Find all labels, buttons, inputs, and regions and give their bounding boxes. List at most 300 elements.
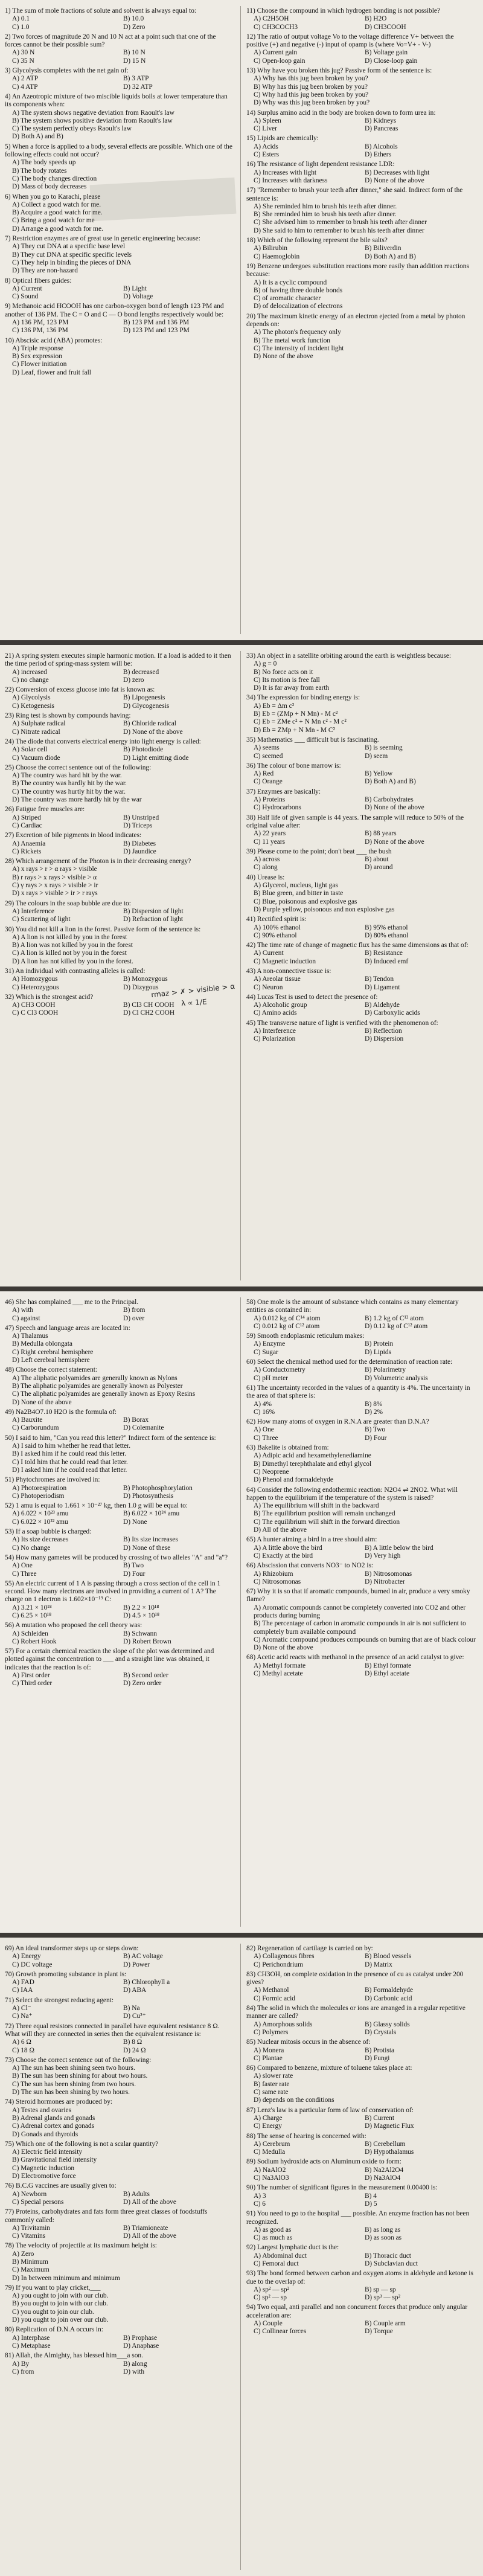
answer-option: C) Nitrosomonas bbox=[254, 1578, 301, 1585]
answer-option: C) Formic acid bbox=[254, 1994, 295, 2002]
question-item bbox=[246, 33, 476, 65]
answer-option: A) She reminded him to brush his teeth after dinner. bbox=[254, 202, 397, 210]
column-right bbox=[246, 7, 476, 362]
answer-option: A) Acids bbox=[254, 143, 278, 150]
question-item bbox=[246, 2038, 476, 2063]
question-item bbox=[246, 736, 476, 760]
answer-option: C) against bbox=[12, 1314, 40, 1322]
question-item bbox=[246, 2244, 476, 2268]
answer-option: A) Interference bbox=[12, 907, 54, 915]
answer-options bbox=[246, 949, 476, 966]
answer-option: A) Aromatic compounds cannot be completely converted into CO2 and other products during burning bbox=[254, 1604, 466, 1619]
answer-options bbox=[5, 2148, 234, 2180]
question-item bbox=[5, 1971, 234, 1995]
question-text: 13) Why have you broken this jug? Passive form of the sentence is: bbox=[246, 67, 432, 75]
question-text: 45) The transverse nature of light is verified with the phenomenon of: bbox=[246, 1019, 438, 1027]
question-text: 89) Sodium hydroxide acts on Aluminum oxide to form: bbox=[246, 2158, 401, 2166]
answer-option: B) Reflection bbox=[365, 1027, 402, 1035]
question-item bbox=[246, 135, 476, 159]
answer-option: B) They cut DNA at specific specific levels bbox=[12, 251, 132, 259]
answer-option: C) Why had this jug been broken by you? bbox=[254, 91, 369, 98]
question-item bbox=[5, 1366, 234, 1406]
question-item bbox=[246, 2005, 476, 2037]
answer-option: D) Na3AlO4 bbox=[365, 2174, 401, 2182]
question-text: 87) Lenz's law is a particular form of law of conservation of: bbox=[246, 2106, 414, 2114]
answer-option: D) seem bbox=[365, 752, 388, 760]
question-text: 84) The solid in which the molecules or ions are arranged in a regular repetitive manner are called? bbox=[246, 2005, 465, 2020]
question-text: 57) For a certain chemical reaction the slope of the plot was determined and plotted against the concentration to ___ and a straight line was obtained, it indicates that the reaction is of: bbox=[5, 1648, 214, 1671]
answer-options bbox=[5, 15, 234, 31]
answer-option: A) 22 years bbox=[254, 830, 286, 838]
answer-option: C) Three bbox=[254, 1434, 278, 1442]
question-text: 11) Choose the compound in which hydrogen bonding is not possible? bbox=[246, 7, 441, 14]
question-item bbox=[246, 788, 476, 812]
answer-option: D) The sun has been shining by two hours. bbox=[12, 2089, 130, 2096]
answer-option: C) The sun has been shining from two hours. bbox=[12, 2080, 136, 2088]
question-text: 19) Benzene undergoes substitution reactions more easily than addition reactions because: bbox=[246, 262, 469, 278]
question-item bbox=[246, 694, 476, 734]
answer-option: A) 2 ATP bbox=[12, 75, 39, 83]
answer-option: B) Na2Al2O4 bbox=[365, 2166, 404, 2174]
question-item bbox=[246, 187, 476, 235]
answer-option: C) The equilibrium will shift in the forward direction bbox=[254, 1518, 400, 1526]
answer-option: C) Third order bbox=[12, 1680, 53, 1688]
answer-options bbox=[246, 770, 476, 786]
answer-options bbox=[246, 279, 476, 311]
question-item bbox=[5, 1408, 234, 1433]
question-item bbox=[246, 67, 476, 107]
question-text: 25) Choose the correct sentence out of the following: bbox=[5, 763, 152, 771]
answer-option: D) Subclavian duct bbox=[365, 2260, 418, 2267]
answer-options bbox=[246, 2047, 476, 2063]
question-item bbox=[5, 2023, 234, 2055]
question-text: 76) B.C.G vaccines are usually given to: bbox=[5, 2182, 117, 2190]
answer-options bbox=[5, 2334, 234, 2351]
answer-options bbox=[246, 1027, 476, 1044]
answer-option: D) Induced emf bbox=[365, 957, 409, 965]
answer-options bbox=[5, 319, 234, 335]
answer-option: A) Current gain bbox=[254, 49, 298, 57]
answer-option: A) Interphase bbox=[12, 2334, 50, 2342]
question-text: 27) Excretion of bile pigments in blood indicates: bbox=[5, 832, 142, 840]
answer-option: D) None of these bbox=[123, 1544, 171, 1552]
answer-option: C) seemed bbox=[254, 752, 283, 760]
question-text: 43) A non-connective tissue is: bbox=[246, 967, 331, 975]
answer-option: D) x rays > visible > ir > r rays bbox=[12, 890, 98, 898]
answer-options bbox=[5, 746, 234, 762]
answer-options bbox=[246, 1544, 476, 1561]
question-item bbox=[246, 942, 476, 966]
answer-option: A) Enzyme bbox=[254, 1340, 286, 1348]
answer-option: D) The country was more hardly hit by the war bbox=[12, 796, 142, 804]
answer-option: C) Special persons bbox=[12, 2198, 64, 2206]
question-text: 2) Two forces of magnitude 20 N and 10 N act at a point such that one of the forces cannot be their possible sum? bbox=[5, 33, 216, 49]
answer-option: B) Biliverdin bbox=[365, 245, 401, 252]
answer-option: A) Interference bbox=[254, 1027, 296, 1035]
answer-option: A) Glycolysis bbox=[12, 694, 51, 702]
answer-option: D) Jaundice bbox=[123, 847, 156, 855]
answer-option: B) along bbox=[123, 2360, 147, 2368]
answer-option: A) I said to him whether he read that letter. bbox=[12, 1442, 131, 1450]
answer-option: D) ABA bbox=[123, 1987, 147, 1994]
answer-option: D) Mass of body decreases bbox=[12, 183, 87, 191]
answer-option: A) Cerebrum bbox=[254, 2140, 290, 2148]
question-item bbox=[5, 686, 234, 710]
answer-option: D) None of the above bbox=[365, 838, 424, 846]
handwritten-note-2: λ ∝ 1/E bbox=[181, 997, 207, 1008]
answer-option: B) Formaldehyde bbox=[365, 1987, 414, 1994]
answer-options bbox=[5, 1979, 234, 1995]
question-text: 40) Urease is: bbox=[246, 873, 285, 881]
question-item bbox=[246, 916, 476, 940]
answer-option: A) seems bbox=[254, 744, 280, 752]
answer-option: B) Couple arm bbox=[365, 2320, 406, 2328]
answer-options bbox=[5, 2038, 234, 2055]
answer-option: D) Four bbox=[123, 1570, 146, 1578]
answer-option: D) around bbox=[365, 864, 393, 872]
answer-option: D) Volumetric analysis bbox=[365, 1374, 428, 1382]
answer-option: D) 0.12 kg of C¹² atom bbox=[365, 1322, 428, 1330]
answer-option: B) Its size increases bbox=[123, 1536, 178, 1544]
answer-option: A) Amorphous solids bbox=[254, 2020, 313, 2028]
answer-option: A) The equilibrium will shift in the backward bbox=[254, 1502, 379, 1510]
answer-options bbox=[246, 1315, 476, 1331]
answer-options bbox=[5, 2360, 234, 2377]
answer-options bbox=[246, 882, 476, 914]
answer-options bbox=[246, 329, 476, 361]
answer-option: B) of having three double bonds bbox=[254, 286, 343, 294]
question-item bbox=[5, 1502, 234, 1526]
answer-option: D) Dizygous bbox=[123, 983, 159, 991]
question-text: 21) A spring system executes simple harmonic motion. If a load is added to it then the time period of spring-mass system will be: bbox=[5, 652, 231, 668]
answer-option: B) She reminded him to brush his teeth after dinner. bbox=[254, 211, 397, 219]
answer-option: B) Second order bbox=[123, 1672, 168, 1680]
answer-option: C) 18 Ω bbox=[12, 2046, 34, 2054]
answer-option: D) 2% bbox=[365, 1408, 383, 1416]
answer-option: B) sp — sp bbox=[365, 2285, 396, 2293]
answer-option: D) They are non-hazard bbox=[12, 267, 78, 275]
answer-option: C) CH3COCH3 bbox=[254, 23, 298, 31]
question-item bbox=[246, 2107, 476, 2131]
question-item bbox=[5, 1580, 234, 1620]
question-text: 90) The number of significant figures in the measurement 0.00400 is: bbox=[246, 2184, 438, 2192]
answer-option: D) Left cerebral hemisphere bbox=[12, 1357, 90, 1364]
answer-option: D) with bbox=[123, 2368, 145, 2375]
answer-options bbox=[246, 702, 476, 734]
answer-option: A) Schleiden bbox=[12, 1630, 48, 1637]
answer-option: D) Arrange a good watch for me. bbox=[12, 225, 103, 233]
answer-option: D) Colemanite bbox=[123, 1424, 164, 1432]
answer-options bbox=[246, 2166, 476, 2183]
answer-option: A) 136 PM, 123 PM bbox=[12, 318, 69, 326]
answer-option: C) Na3AlO3 bbox=[254, 2174, 289, 2182]
answer-option: B) Triamioneate bbox=[123, 2224, 168, 2232]
answer-option: A) Methanol bbox=[254, 1987, 289, 1994]
answer-option: C) Polymers bbox=[254, 2028, 289, 2036]
answer-option: B) Dispersion of light bbox=[123, 907, 184, 915]
answer-option: C) Heterozygous bbox=[12, 983, 59, 991]
question-text: 39) Please come to the point; don't beat ___ the bush bbox=[246, 847, 392, 855]
answer-option: C) 11 years bbox=[254, 838, 286, 846]
question-text: 48) Choose the correct statement: bbox=[5, 1366, 98, 1374]
question-text: 7) Restriction enzymes are of great use in genetic engineering because: bbox=[5, 235, 200, 243]
answer-option: C) Three bbox=[12, 1570, 37, 1578]
answer-option: B) Blue green, and bitter in taste bbox=[254, 890, 344, 898]
answer-option: C) Hydrocarbons bbox=[254, 804, 301, 812]
answer-option: B) The country was hardly hit by the war. bbox=[12, 780, 127, 788]
answer-option: B) Borax bbox=[123, 1416, 149, 1424]
question-item bbox=[246, 2210, 476, 2242]
answer-option: C) 90% ethanol bbox=[254, 931, 297, 939]
question-text: 75) Which one of the following is not a scalar quantity? bbox=[5, 2140, 159, 2148]
answer-option: B) from bbox=[123, 1306, 146, 1314]
answer-option: A) increased bbox=[12, 668, 47, 676]
answer-options bbox=[5, 908, 234, 924]
answer-option: B) The body rotates bbox=[12, 167, 67, 175]
question-item bbox=[5, 67, 234, 91]
question-text: 69) An ideal transformer steps up or steps down: bbox=[5, 1945, 139, 1952]
question-text: 30) You did not kill a lion in the forest. Passive form of the sentence is: bbox=[5, 925, 201, 933]
answer-option: C) Perichondrium bbox=[254, 1961, 303, 1968]
question-text: 50) I said to him, "Can you read this letter?" Indirect form of the sentence is: bbox=[5, 1434, 216, 1442]
question-item bbox=[5, 2284, 234, 2324]
answer-option: A) The country was hard hit by the war. bbox=[12, 772, 122, 780]
question-item bbox=[246, 814, 476, 846]
answer-option: A) The system shows negative deviation from Raoult's law bbox=[12, 109, 174, 117]
question-text: 54) How many gametes will be produced by crossing of two alleles "A" and "a"? bbox=[5, 1553, 228, 1561]
answer-option: A) Testes and ovaries bbox=[12, 2106, 71, 2114]
answer-option: D) Magnetic Flux bbox=[365, 2122, 414, 2130]
question-text: 68) Acetic acid reacts with methanol in the presence of an acid catalyst to give: bbox=[246, 1654, 464, 1662]
answer-option: D) Hypothalamus bbox=[365, 2148, 414, 2156]
answer-option: A) C2H5OH bbox=[254, 15, 289, 23]
answer-options bbox=[246, 1001, 476, 1018]
question-item bbox=[246, 2158, 476, 2182]
question-item bbox=[246, 1384, 476, 1416]
answer-option: C) Neoprene bbox=[254, 1468, 289, 1476]
answer-option: A) Solar cell bbox=[12, 746, 48, 754]
answer-option: C) sp² — sp bbox=[254, 2294, 287, 2302]
answer-option: A) Zero bbox=[12, 2250, 34, 2258]
answer-option: B) The system shows positive deviation from Raoult's law bbox=[12, 117, 173, 124]
answer-option: B) I asked him if he could read this letter. bbox=[12, 1450, 127, 1458]
answer-options bbox=[5, 1416, 234, 1433]
answer-option: C) Ketogenesis bbox=[12, 702, 54, 710]
answer-option: B) Medulla oblongata bbox=[12, 1340, 72, 1348]
answer-option: C) Metaphase bbox=[12, 2342, 51, 2350]
answer-option: B) The percentage of carbon in aromatic compounds in air is not sufficient to completely burn available compound bbox=[254, 1620, 466, 1636]
answer-option: C) 4 ATP bbox=[12, 83, 38, 91]
question-text: 14) Surplus amino acid in the body are broken down to form urea in: bbox=[246, 109, 436, 117]
page-2 bbox=[0, 645, 483, 1286]
answer-option: B) 88 years bbox=[365, 830, 397, 838]
answer-option: A) 0.012 kg of C¹⁴ atom bbox=[254, 1314, 321, 1322]
question-text: 64) Consider the following endothermic reaction: N2O4 ⇌ 2NO2. What will happen to the equilibrium if the temperature of the system is raised? bbox=[246, 1486, 458, 1502]
answer-option: A) Sulphate radical bbox=[12, 720, 66, 728]
question-item bbox=[246, 2184, 476, 2208]
question-text: 1) The sum of mole fractions of solute and solvent is always equal to: bbox=[5, 7, 197, 14]
question-text: 17) "Remember to brush your teeth after dinner," she said. Indirect form of the sentence is: bbox=[246, 187, 463, 202]
answer-option: A) Areolar tissue bbox=[254, 975, 301, 983]
question-text: 67) Why it is so that if aromatic compounds, burned in air, produce a very smoky flame? bbox=[246, 1588, 470, 1604]
answer-options bbox=[246, 830, 476, 846]
question-text: 44) Lucas Test is used to detect the presence of: bbox=[246, 993, 378, 1001]
column-left bbox=[5, 1299, 234, 1690]
answer-option: B) Voltage gain bbox=[365, 49, 408, 57]
question-text: 28) Which arrangement of the Photon is in their decreasing energy? bbox=[5, 858, 191, 866]
answer-option: A) Photorespiration bbox=[12, 1484, 67, 1492]
answer-option: D) Pancreas bbox=[365, 125, 398, 133]
question-text: 9) Methanoic acid HCOOH has one carbon-oxygen bond of length 123 PM and another of 136 PM. The C = O and C — O bond lengths respectively would be: bbox=[5, 303, 224, 318]
answer-option: B) Photodiode bbox=[123, 746, 164, 754]
answer-option: B) Resistance bbox=[365, 949, 403, 957]
question-item bbox=[5, 712, 234, 736]
answer-options bbox=[246, 2226, 476, 2243]
answer-options bbox=[5, 1306, 234, 1323]
answer-option: A) They cut DNA at a specific base level bbox=[12, 243, 126, 251]
answer-option: B) The equilibrium position will remain unchanged bbox=[254, 1510, 395, 1518]
answer-option: B) Sex expression bbox=[12, 353, 62, 361]
answer-options bbox=[5, 2005, 234, 2021]
answer-option: C) pH meter bbox=[254, 1374, 288, 1382]
answer-options bbox=[246, 1987, 476, 2003]
answer-options bbox=[246, 75, 476, 107]
question-text: 15) Lipids are chemically: bbox=[246, 135, 319, 143]
answer-option: D) 123 PM and 123 PM bbox=[123, 327, 190, 335]
answer-options bbox=[246, 2072, 476, 2104]
question-text: 31) An individual with contrasting alleles is called: bbox=[5, 967, 146, 975]
answer-option: D) Anaphase bbox=[123, 2342, 159, 2350]
handwritten-note: rmaz > ✗ > visible > α bbox=[150, 981, 235, 1000]
answer-option: D) Phenol and formaldehyde bbox=[254, 1476, 333, 1484]
question-text: 58) One mole is the amount of substance which contains as many elementary entities as contained in: bbox=[246, 1299, 459, 1314]
answer-option: D) None of the above bbox=[254, 1644, 313, 1652]
answer-options bbox=[246, 2252, 476, 2269]
answer-option: B) Aldehyde bbox=[365, 1001, 400, 1009]
answer-option: D) as soon as bbox=[365, 2234, 402, 2242]
question-text: 22) Conversion of excess glucose into fat is known as: bbox=[5, 686, 155, 694]
answer-options bbox=[246, 2021, 476, 2037]
answer-option: C) The country was hurtly hit by the war. bbox=[12, 788, 126, 795]
question-item bbox=[5, 1325, 234, 1364]
answer-option: B) 6.022 × 10²⁴ amu bbox=[123, 1510, 180, 1518]
question-item bbox=[246, 161, 476, 185]
answer-options bbox=[246, 1401, 476, 1417]
answer-option: A) Electric field intensity bbox=[12, 2148, 83, 2156]
answer-option: D) Ligament bbox=[365, 983, 400, 991]
answer-option: C) I told him that he could read that letter. bbox=[12, 1458, 128, 1466]
answer-options bbox=[5, 1375, 234, 1407]
answer-option: C) from bbox=[12, 2368, 34, 2375]
question-text: 66) Abscission that converts NO3⁻ to NO2 is: bbox=[246, 1562, 374, 1570]
answer-option: C) Vitamins bbox=[12, 2232, 46, 2240]
question-item bbox=[5, 2352, 234, 2376]
answer-option: C) Collinear forces bbox=[254, 2328, 307, 2336]
answer-option: C) Increases with darkness bbox=[254, 176, 328, 184]
answer-option: B) Acquire a good watch for me. bbox=[12, 209, 103, 217]
answer-option: B) Protein bbox=[365, 1340, 394, 1348]
answer-option: D) Refraction of light bbox=[123, 916, 184, 923]
answer-option: B) Gravitational field intensity bbox=[12, 2156, 97, 2164]
question-item bbox=[246, 848, 476, 872]
question-item bbox=[5, 33, 234, 65]
question-item bbox=[246, 2064, 476, 2104]
column-divider bbox=[240, 1297, 241, 1927]
answer-options bbox=[5, 1510, 234, 1526]
question-item bbox=[246, 1358, 476, 1383]
question-text: 79) If you want to play cricket,___ bbox=[5, 2284, 101, 2292]
question-item bbox=[5, 1648, 234, 1688]
answer-option: D) zero bbox=[123, 676, 144, 684]
question-item bbox=[246, 2133, 476, 2157]
answer-option: C) Exactly at the bird bbox=[254, 1552, 313, 1559]
answer-option: A) Thalamus bbox=[12, 1332, 48, 1340]
question-item bbox=[5, 1997, 234, 2021]
answer-option: D) Robert Brown bbox=[123, 1637, 171, 1645]
question-item bbox=[246, 2304, 476, 2336]
answer-option: C) 1.0 bbox=[12, 23, 30, 31]
answer-option: D) Carbonic acid bbox=[365, 1994, 412, 2002]
answer-option: B) Prophase bbox=[123, 2334, 157, 2342]
question-text: 35) Mathematics ___ difficult but is fascinating. bbox=[246, 736, 379, 744]
answer-option: C) Blue, poisonous and explosive gas bbox=[254, 898, 357, 905]
question-item bbox=[246, 1332, 476, 1357]
question-text: 73) Choose the correct sentence out of the following: bbox=[5, 2056, 152, 2064]
answer-option: D) Zero order bbox=[123, 1680, 162, 1688]
answer-option: B) is seeming bbox=[365, 744, 403, 752]
answer-option: A) Adipic acid and hexamethylenediamine bbox=[254, 1452, 371, 1460]
answer-option: D) Dispersion bbox=[365, 1035, 404, 1043]
answer-option: D) Both A) and B) bbox=[365, 778, 416, 786]
question-item bbox=[246, 968, 476, 992]
answer-option: A) Spleen bbox=[254, 117, 281, 124]
answer-option: C) Orange bbox=[254, 778, 283, 786]
question-text: 38) Half life of given sample is 44 years. The sample will reduce to 50% of the original value after: bbox=[246, 814, 464, 829]
answer-option: D) Lipids bbox=[365, 1348, 391, 1356]
question-item bbox=[5, 652, 234, 684]
question-text: 53) If a soap bubble is charged: bbox=[5, 1528, 92, 1536]
question-text: 51) Phytochromes are involved in: bbox=[5, 1476, 100, 1484]
question-item bbox=[5, 832, 234, 856]
answer-options bbox=[246, 117, 476, 133]
answer-option: B) Nitrosomonas bbox=[365, 1570, 412, 1578]
answer-option: A) x rays > r > α rays > visible bbox=[12, 866, 97, 873]
answer-options bbox=[5, 285, 234, 301]
answer-option: B) The metal work function bbox=[254, 336, 330, 344]
question-text: 47) Speech and language areas are located in: bbox=[5, 1324, 130, 1332]
answer-option: A) as good as bbox=[254, 2226, 292, 2234]
answer-option: D) Leaf, flower and fruit fall bbox=[12, 368, 91, 376]
answer-options bbox=[5, 49, 234, 65]
answer-options bbox=[5, 694, 234, 710]
question-text: 91) You need to go to the hospital ___ possible. An enzyme fraction has not been recognized. bbox=[246, 2210, 470, 2226]
answer-option: A) The aliphatic polyamides are generally known as Nylons bbox=[12, 1374, 178, 1382]
answer-option: A) sp² — sp² bbox=[254, 2285, 290, 2293]
question-text: 71) Select the strongest reducing agent: bbox=[5, 1996, 114, 2004]
column-divider bbox=[240, 6, 241, 634]
answer-option: A) The body speeds up bbox=[12, 159, 76, 167]
answer-option: D) Matrix bbox=[365, 1961, 392, 1968]
answer-option: A) Collagenous fibres bbox=[254, 1953, 315, 1961]
answer-options bbox=[246, 2320, 476, 2336]
answer-option: D) Torque bbox=[365, 2328, 393, 2336]
answer-options bbox=[246, 975, 476, 992]
answer-option: C) Haemoglobin bbox=[254, 252, 300, 260]
question-text: 6) When you go to Karachi, please bbox=[5, 193, 101, 201]
answer-options bbox=[5, 2107, 234, 2139]
answer-options bbox=[246, 2286, 476, 2302]
answer-option: B) Photophosphorylation bbox=[123, 1484, 193, 1492]
